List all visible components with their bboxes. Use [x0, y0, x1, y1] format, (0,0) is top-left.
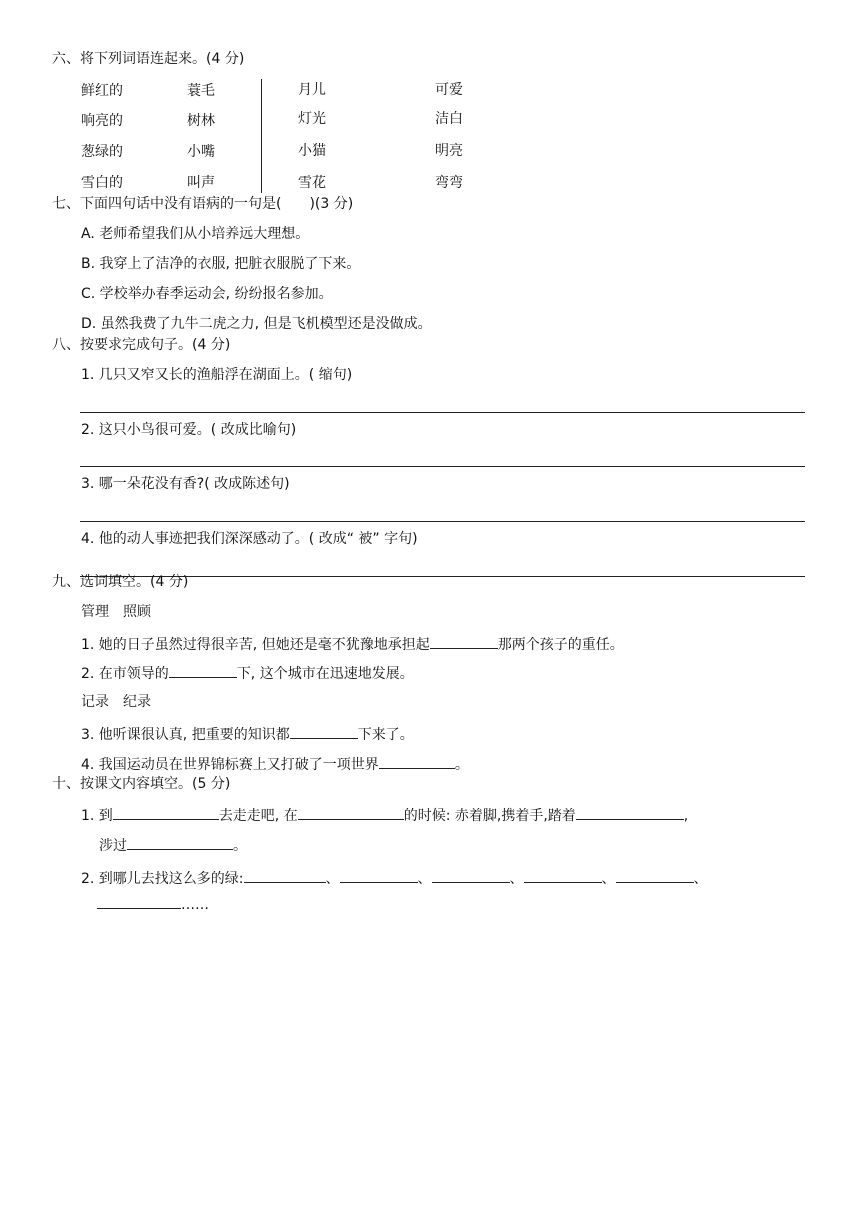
sentence-text: 2. 在市领导的: [81, 666, 169, 682]
rewrite-prompt: 2. 这只小鸟很可爱。( 改成比喻句): [81, 422, 297, 438]
fill-sentence: [99, 835, 247, 855]
fill-blank[interactable]: [113, 805, 219, 820]
match-word: 树林: [187, 113, 215, 129]
answer-line[interactable]: [80, 412, 805, 413]
fill-sentence: [81, 805, 688, 825]
fill-sentence: [81, 724, 414, 744]
option-d: D. 虽然我费了九牛二虎之力, 但是飞机模型还是没做成。: [81, 316, 432, 332]
match-word: 雪花: [298, 175, 326, 191]
sentence-text: 1. 到: [81, 808, 113, 824]
section-10-title: 十、按课文内容填空。(5 分): [52, 776, 231, 792]
fill-blank[interactable]: [244, 868, 326, 883]
rewrite-prompt: 1. 几只又窄又长的渔船浮在湖面上。( 缩句): [81, 367, 353, 383]
match-word: 响亮的: [81, 113, 123, 129]
fill-sentence: [81, 663, 414, 683]
match-word: 可爱: [435, 82, 463, 98]
match-word: 葱绿的: [81, 144, 123, 160]
fill-blank[interactable]: [524, 868, 602, 883]
word-choices: 记录 纪录: [81, 694, 151, 710]
answer-line[interactable]: [80, 521, 805, 522]
match-word: 小猫: [298, 143, 326, 159]
section-7-title: 七、下面四句话中没有语病的一句是( )(3 分): [52, 196, 354, 212]
match-word: 洁白: [435, 111, 463, 127]
answer-line[interactable]: [80, 576, 805, 577]
fill-blank[interactable]: [290, 724, 358, 739]
match-word: 叫声: [187, 175, 215, 191]
fill-blank[interactable]: [432, 868, 510, 883]
column-divider: [261, 79, 262, 193]
sentence-text: 2. 到哪儿去找这么多的绿:: [81, 871, 244, 887]
match-word: 灯光: [298, 111, 326, 127]
word-choices: 管理 照顾: [81, 604, 151, 620]
fill-blank[interactable]: [616, 868, 694, 883]
match-word: 月儿: [298, 82, 326, 98]
rewrite-prompt: 3. 哪一朵花没有香?( 改成陈述句): [81, 476, 290, 492]
match-word: 小嘴: [187, 144, 215, 160]
rewrite-prompt: 4. 他的动人事迹把我们深深感动了。( 改成“ 被” 字句): [81, 531, 418, 547]
option-b: B. 我穿上了洁净的衣服, 把脏衣服脱了下来。: [81, 256, 361, 272]
sentence-text: 1. 她的日子虽然过得很辛苦, 但她还是毫不犹豫地承担起: [81, 637, 430, 653]
sentence-text: 4. 我国运动员在世界锦标赛上又打破了一项世界: [81, 757, 379, 773]
separator: 、: [509, 871, 524, 887]
sentence-text: 。: [454, 757, 469, 773]
fill-blank[interactable]: [379, 754, 455, 769]
fill-blank[interactable]: [340, 868, 418, 883]
sentence-text: ,: [683, 808, 689, 824]
fill-blank[interactable]: [97, 894, 181, 909]
sentence-text: 下来了。: [357, 727, 414, 743]
fill-sentence: [81, 754, 469, 774]
match-word: 雪白的: [81, 175, 123, 191]
fill-blank[interactable]: [169, 663, 237, 678]
sentence-text: 3. 他听课很认真, 把重要的知识都: [81, 727, 290, 743]
separator: 、: [417, 871, 432, 887]
separator: 、: [693, 871, 708, 887]
separator: 、: [601, 871, 616, 887]
answer-line[interactable]: [80, 466, 805, 467]
sentence-text: 。: [233, 838, 247, 854]
fill-sentence: [81, 634, 624, 654]
separator: 、: [325, 871, 340, 887]
fill-blank[interactable]: [576, 805, 684, 820]
match-word: 鲜红的: [81, 83, 123, 99]
option-a: A. 老师希望我们从小培养远大理想。: [81, 226, 310, 242]
sentence-text: 去走走吧, 在: [218, 808, 298, 824]
fill-blank[interactable]: [298, 805, 404, 820]
sentence-text: 的时候: 赤着脚,携着手,踏着: [403, 808, 576, 824]
section-8-title: 八、按要求完成句子。(4 分): [52, 337, 231, 353]
match-word: 弯弯: [435, 175, 463, 191]
fill-sentence: [81, 868, 708, 888]
match-word: 明亮: [435, 143, 463, 159]
sentence-text: 下, 这个城市在迅速地发展。: [236, 666, 414, 682]
section-6-title: 六、将下列词语连起来。(4 分): [52, 51, 245, 67]
sentence-text: 涉过: [99, 838, 127, 854]
fill-blank[interactable]: [127, 835, 233, 850]
fill-sentence: [97, 894, 209, 914]
option-c: C. 学校举办春季运动会, 纷纷报名参加。: [81, 286, 333, 302]
fill-blank[interactable]: [430, 634, 498, 649]
sentence-text: 那两个孩子的重任。: [497, 637, 624, 653]
match-word: 蓑毛: [187, 83, 215, 99]
ellipsis: ……: [181, 897, 209, 913]
section-9-title: 九、选词填空。(4 分): [52, 574, 189, 590]
